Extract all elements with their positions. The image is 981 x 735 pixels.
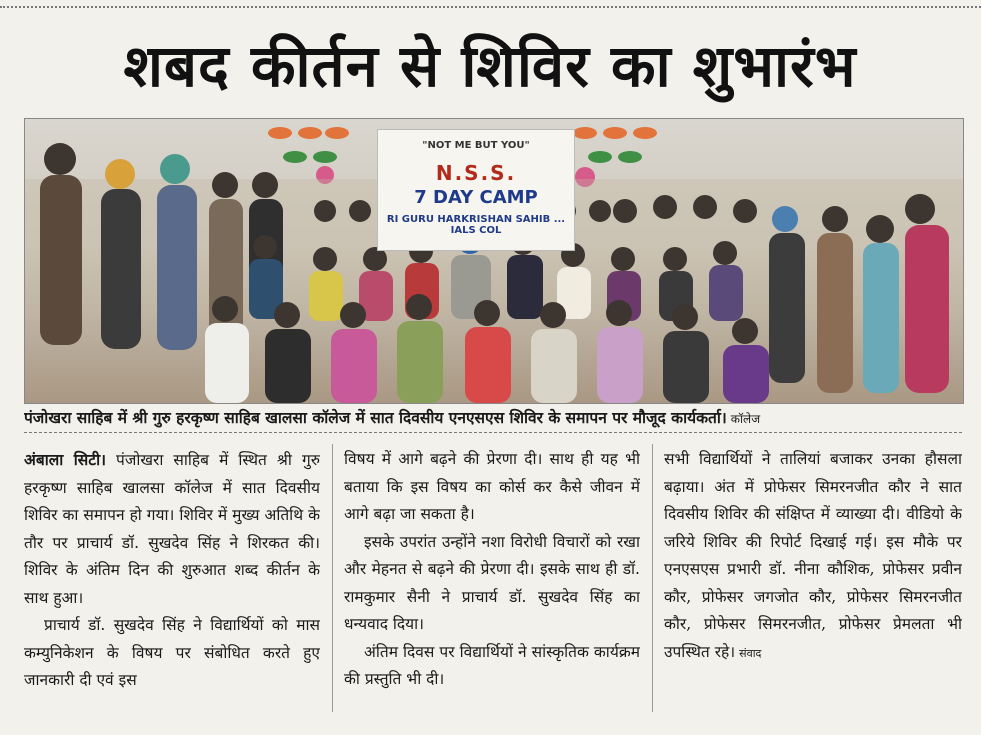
- article-text: पंजोखरा साहिब में स्थित श्री गुरु हरकृष्ण साहिब खालसा कॉलेज में सात दिवसीय शिविर का समापन हो गया। शिविर में मुख्य अतिथि के तौर पर प्राचार्य डॉ. सुखदेव सिंह ने शिरकत की। शिविर के अंतिम दिन की शुरुआत शब्द कीर्तन के साथ हुआ।: [24, 451, 320, 607]
- article-paragraph: विषय में आगे बढ़ने की प्रेरणा दी। साथ ही यह भी बताया कि इस विषय का कोर्स कर कैसे जीवन में आगे बढ़ा जा सकता है।: [344, 450, 640, 523]
- article-text: सभी विद्यार्थियों ने तालियां बजाकर उनका हौसला बढ़ाया। अंत में प्रोफेसर सिमरनजीत कौर ने सात दिवसीय शिविर की संक्षिप्त में व्याख्या दी। वीडियो के जरिये शिविर की रिपोर्ट दिखाई गई। इस मौके पर एनएसएस प्रभारी डॉ. नीना कौशिक, प्रोफेसर प्रवीन कौर, प्रोफेसर जगजोत कौर, प्रोफेसर सिमरनजीत कौर, प्रोफेसर सिमरनजीत, प्रोफेसर प्रेमलता भी उपस्थित रहे।: [664, 450, 962, 661]
- group-photo: [24, 118, 964, 404]
- banner-title: N.S.S.: [435, 161, 517, 185]
- headline: शबद कीर्तन से शिविर का शुभारंभ: [123, 32, 857, 100]
- photo-caption: [24, 404, 962, 433]
- article-paragraph: प्राचार्य डॉ. सुखदेव सिंह ने विद्यार्थियों को मास कम्युनिकेशन के विषय पर संबोधित करते हुए जानकारी दी एवं इस: [24, 616, 320, 689]
- banner-camp: 7 DAY CAMP: [414, 187, 538, 208]
- banner-college: RI GURU HARKRISHAN SAHIB ... IALS COL: [386, 214, 566, 236]
- byline-signature: संवाद: [739, 646, 762, 660]
- article-column-2: [344, 446, 640, 726]
- article-column-3: [664, 446, 962, 726]
- dateline: अंबाला सिटी।: [24, 450, 106, 469]
- front-row-people: [205, 294, 769, 403]
- top-dotted-rule: [0, 0, 981, 8]
- article-paragraph: इसके उपरांत उन्होंने नशा विरोधी विचारों को रखा और मेहनत से बढ़ने की प्रेरणा दी। इसके साथ ही डॉ. रामकुमार सैनी ने प्राचार्य डॉ. सुखदेव सिंह का धन्यवाद दिया।: [344, 532, 640, 633]
- column-divider: [652, 444, 653, 712]
- article-paragraph: [24, 446, 320, 612]
- caption-credit: कॉलेज: [730, 412, 761, 426]
- article-paragraph: अंतिम दिवस पर विद्यार्थियों ने सांस्कृतिक कार्यक्रम की प्रस्तुति भी दी।: [344, 642, 640, 688]
- article-column-1: [24, 446, 320, 726]
- caption-text: पंजोखरा साहिब में श्री गुरु हरकृष्ण साहिब खालसा कॉलेज में सात दिवसीय एनएसएस शिविर के समापन पर मौजूद कार्यकर्ता।: [24, 409, 727, 427]
- column-divider: [332, 444, 333, 712]
- banner-motto: "NOT ME BUT YOU": [422, 140, 530, 151]
- nss-camp-banner: [377, 129, 575, 251]
- article-paragraph: [664, 446, 962, 667]
